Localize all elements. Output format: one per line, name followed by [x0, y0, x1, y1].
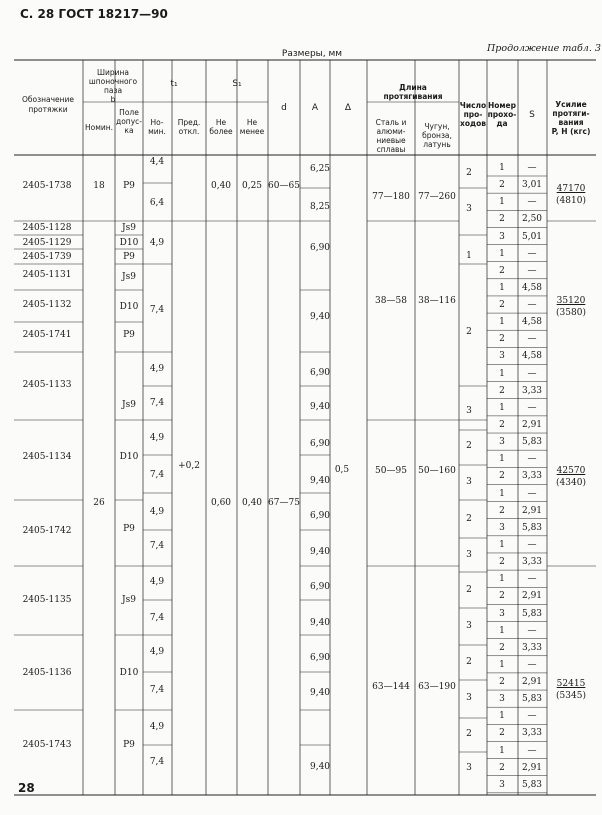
passes-cell: 3: [466, 406, 472, 416]
passes-cell: 2: [466, 514, 472, 524]
tolerance-cell: P9: [123, 252, 135, 262]
header-passes-count: ходов: [460, 119, 486, 128]
header-t1-deviation: Пред.: [177, 118, 201, 127]
t1-nominal-cell: 7,4: [149, 757, 165, 767]
header-passes-count: про-: [463, 110, 483, 119]
S-value-cell: 3,33: [521, 728, 543, 739]
t1-nominal-cell: 6,4: [149, 198, 165, 208]
header-t1-deviation: откл.: [178, 127, 200, 136]
S-value-cell: —: [527, 163, 537, 173]
S-value-cell: —: [527, 488, 537, 499]
tolerance-cell: Js9: [122, 272, 136, 282]
S-value-cell: 5,83: [521, 522, 543, 533]
d-cell: 60—65: [268, 181, 300, 191]
pass-number-cell: 1: [499, 163, 505, 173]
steel-length-cell: 63—144: [372, 682, 410, 692]
S-value-cell: —: [527, 454, 537, 465]
designation-cell: 2405-1742: [22, 526, 72, 536]
S-value-cell: 3,01: [521, 180, 543, 191]
pass-number-cell: 1: [499, 539, 505, 550]
pass-number-cell: 2: [499, 728, 505, 739]
header-pass-number: да: [496, 119, 508, 128]
passes-cell: 2: [466, 168, 472, 178]
pass-number-cell: 1: [499, 282, 505, 293]
designation-cell: 2405-1741: [22, 330, 72, 340]
force-kgf-cell: (4810): [556, 196, 586, 206]
pass-number-cell: 2: [499, 420, 505, 431]
S-value-cell: 4,58: [521, 351, 543, 362]
pass-number-cell: 1: [499, 711, 505, 722]
A-cell: 6,90: [309, 368, 331, 378]
header-cast-iron: латунь: [423, 140, 451, 149]
A-cell: 6,90: [309, 653, 331, 663]
tolerance-cell: D10: [119, 238, 139, 248]
header-steel: Сталь и: [375, 118, 407, 127]
pass-number-cell: 3: [499, 351, 505, 362]
t1-nominal-cell: 7,4: [149, 613, 165, 623]
A-cell: 9,40: [309, 688, 331, 698]
pass-number-cell: 1: [499, 574, 505, 585]
t1-nominal-cell: 4,9: [149, 238, 165, 248]
steel-length-cell: 77—180: [372, 192, 410, 202]
pass-number-cell: 2: [499, 214, 505, 225]
S-value-cell: 2,91: [521, 677, 543, 688]
pass-number-cell: 2: [499, 334, 505, 345]
pass-number-cell: 3: [499, 779, 505, 790]
cast-length-cell: 63—190: [418, 682, 456, 692]
tolerance-cell: D10: [119, 452, 139, 462]
force-kgf-cell: (4340): [556, 478, 586, 488]
designation-cell: 2405-1129: [22, 238, 72, 248]
force-kgf-cell: (3580): [556, 308, 586, 318]
designation-cell: 2405-1128: [22, 223, 72, 233]
t1-nominal-cell: 4,9: [149, 507, 165, 517]
header-t1-nominal: мин.: [148, 127, 166, 136]
A-cell: 9,40: [309, 547, 331, 557]
header-s1-min: Не: [246, 118, 258, 127]
S-value-cell: 5,83: [521, 779, 543, 790]
A-cell: 8,25: [309, 202, 331, 212]
steel-length-cell: 50—95: [375, 466, 407, 476]
pass-number-cell: 2: [499, 471, 505, 482]
steel-length-cell: 38—58: [375, 296, 407, 306]
A-cell: 6,90: [309, 582, 331, 592]
page-number: 28: [18, 781, 35, 795]
header-s1-min: менее: [239, 127, 265, 136]
width-cell: 18: [93, 181, 105, 191]
cast-length-cell: 38—116: [418, 296, 456, 306]
width-cell: 26: [93, 498, 105, 508]
force-newton-cell: 35120: [556, 296, 586, 306]
A-cell: 9,40: [309, 476, 331, 486]
header-keyway-width: шпоночного: [88, 77, 138, 86]
S-value-cell: 2,91: [521, 762, 543, 773]
S-value-cell: 3,33: [521, 642, 543, 653]
passes-cell: 2: [466, 327, 472, 337]
header-cast-iron: Чугун,: [424, 122, 450, 131]
header-tolerance-field: Поле: [119, 108, 139, 117]
delta-cell: 0,5: [334, 465, 350, 475]
pass-number-cell: 2: [499, 642, 505, 653]
S-value-cell: —: [527, 711, 537, 722]
header-S: S: [529, 110, 535, 120]
S-value-cell: —: [527, 745, 537, 756]
pass-number-cell: 1: [499, 197, 505, 208]
S-value-cell: 2,50: [521, 214, 543, 225]
header-s1-max: Не: [215, 118, 227, 127]
header-broach-length: протягивания: [383, 92, 443, 101]
S-value-cell: 5,01: [521, 231, 543, 242]
header-broach-length: Длина: [399, 83, 427, 92]
A-cell: 9,40: [309, 402, 331, 412]
pass-number-cell: 3: [499, 437, 505, 448]
designation-cell: 2405-1136: [22, 668, 72, 678]
designation-cell: 2405-1743: [22, 740, 72, 750]
pass-number-cell: 3: [499, 694, 505, 705]
header-passes-count: Число: [459, 101, 487, 110]
t1-nominal-cell: 7,4: [149, 305, 165, 315]
header-steel: ниевые: [376, 136, 406, 145]
s1-min-cell: 0,40: [241, 498, 263, 508]
passes-cell: 3: [466, 693, 472, 703]
header-designation: протяжки: [28, 105, 68, 114]
passes-cell: 3: [466, 550, 472, 560]
pass-number-cell: 2: [499, 385, 505, 396]
pass-number-cell: 1: [499, 488, 505, 499]
t1-nominal-cell: 4,9: [149, 647, 165, 657]
S-value-cell: —: [527, 197, 537, 208]
header-force: вания: [558, 118, 584, 127]
tolerance-cell: P9: [123, 181, 135, 191]
passes-cell: 3: [466, 621, 472, 631]
header-pass-number: Номер: [487, 101, 517, 110]
t1-nominal-cell: 7,4: [149, 398, 165, 408]
designation-cell: 2405-1134: [22, 452, 72, 462]
S-value-cell: —: [527, 625, 537, 636]
header-nominal: Номин.: [84, 123, 114, 132]
pass-number-cell: 1: [499, 659, 505, 670]
S-value-cell: —: [527, 402, 537, 413]
A-cell: 6,90: [309, 511, 331, 521]
dimensions-label: Размеры, мм: [281, 49, 343, 59]
S-value-cell: 5,83: [521, 694, 543, 705]
tolerance-cell: P9: [123, 330, 135, 340]
designation-cell: 2405-1132: [22, 300, 72, 310]
S-value-cell: —: [527, 659, 537, 670]
A-cell: 6,90: [309, 243, 331, 253]
header-A: A: [311, 103, 319, 113]
A-cell: 9,40: [309, 312, 331, 322]
pass-number-cell: 2: [499, 557, 505, 568]
S-value-cell: 2,91: [521, 420, 543, 431]
tolerance-cell: Js9: [122, 400, 136, 410]
passes-cell: 3: [466, 477, 472, 487]
header-t1-nominal: Но-: [150, 118, 164, 127]
pass-number-cell: 1: [499, 454, 505, 465]
header-keyway-width: Ширина: [96, 68, 130, 77]
pass-number-cell: 1: [499, 317, 505, 328]
header-steel: сплавы: [376, 145, 406, 154]
header-force: P, Н (кгс): [551, 127, 591, 136]
pass-number-cell: 2: [499, 762, 505, 773]
S-value-cell: 2,91: [521, 505, 543, 516]
header-t1: t₁: [170, 79, 178, 89]
page-header: С. 28 ГОСТ 18217—90: [20, 7, 168, 21]
pass-number-cell: 1: [499, 625, 505, 636]
d-cell: 67—75: [268, 498, 300, 508]
pass-number-cell: 1: [499, 248, 505, 259]
pass-number-cell: 2: [499, 180, 505, 191]
t1-nominal-cell: 4,9: [149, 364, 165, 374]
passes-cell: 3: [466, 204, 472, 214]
tolerance-cell: Js9: [122, 595, 136, 605]
S-value-cell: —: [527, 574, 537, 585]
S-value-cell: —: [527, 265, 537, 276]
header-keyway-width: паза: [103, 86, 123, 95]
S-value-cell: —: [527, 539, 537, 550]
passes-cell: 2: [466, 441, 472, 451]
header-designation: Обозначение: [21, 95, 75, 104]
A-cell: 6,25: [309, 164, 331, 174]
A-cell: 9,40: [309, 762, 331, 772]
header-force: протяги-: [552, 109, 590, 118]
S-value-cell: —: [527, 248, 537, 259]
S-value-cell: 3,33: [521, 557, 543, 568]
t1-nominal-cell: 7,4: [149, 685, 165, 695]
S-value-cell: —: [527, 368, 537, 379]
A-cell: 9,40: [309, 618, 331, 628]
S-value-cell: 5,83: [521, 437, 543, 448]
designation-cell: 2405-1135: [22, 595, 72, 605]
t1-nominal-cell: 4,9: [149, 722, 165, 732]
pass-number-cell: 3: [499, 522, 505, 533]
cast-length-cell: 77—260: [418, 192, 456, 202]
S-value-cell: 5,83: [521, 608, 543, 619]
tolerance-cell: D10: [119, 302, 139, 312]
header-pass-number: прохо-: [487, 110, 517, 119]
pass-number-cell: 1: [499, 745, 505, 756]
header-s1: S₁: [232, 79, 242, 89]
header-force: Усилие: [555, 100, 587, 109]
s1-max-cell: 0,40: [210, 181, 232, 191]
A-cell: 6,90: [309, 439, 331, 449]
header-steel: алюми-: [376, 127, 406, 136]
header-d: d: [281, 103, 287, 113]
header-tolerance-field: ка: [124, 126, 134, 135]
header-keyway-width: b: [110, 95, 116, 104]
designation-cell: 2405-1133: [22, 380, 72, 390]
force-newton-cell: 42570: [556, 466, 586, 476]
tolerance-cell: D10: [119, 668, 139, 678]
header-delta: Δ: [344, 103, 352, 113]
force-newton-cell: 52415: [556, 679, 586, 689]
tolerance-cell: P9: [123, 524, 135, 534]
header-cast-iron: бронза,: [422, 131, 452, 140]
cast-length-cell: 50—160: [418, 466, 456, 476]
designation-cell: 2405-1131: [22, 270, 72, 280]
pass-number-cell: 2: [499, 505, 505, 516]
pass-number-cell: 2: [499, 677, 505, 688]
pass-number-cell: 2: [499, 591, 505, 602]
pass-number-cell: 2: [499, 265, 505, 276]
passes-cell: 2: [466, 729, 472, 739]
t1-nominal-cell: 4,9: [149, 433, 165, 443]
header-tolerance-field: допус-: [116, 117, 142, 126]
passes-cell: 2: [466, 585, 472, 595]
continuation-label: Продолжение табл. 3: [487, 43, 601, 54]
t1-deviation-cell: +0,2: [178, 461, 200, 471]
pass-number-cell: 1: [499, 402, 505, 413]
S-value-cell: 4,58: [521, 317, 543, 328]
S-value-cell: 2,91: [521, 591, 543, 602]
header-s1-max: более: [209, 127, 233, 136]
t1-nominal-cell: 7,4: [149, 470, 165, 480]
pass-number-cell: 1: [499, 368, 505, 379]
S-value-cell: 4,58: [521, 282, 543, 293]
S-value-cell: —: [527, 334, 537, 345]
t1-nominal-cell: 4,4: [149, 157, 165, 167]
tolerance-cell: P9: [123, 740, 135, 750]
S-value-cell: 3,33: [521, 471, 543, 482]
S-value-cell: —: [527, 300, 537, 311]
s1-max-cell: 0,60: [210, 498, 232, 508]
S-value-cell: 3,33: [521, 385, 543, 396]
t1-nominal-cell: 4,9: [149, 577, 165, 587]
t1-nominal-cell: 7,4: [149, 541, 165, 551]
pass-number-cell: 3: [499, 608, 505, 619]
pass-number-cell: 3: [499, 231, 505, 242]
force-kgf-cell: (5345): [556, 691, 586, 701]
passes-cell: 2: [466, 657, 472, 667]
designation-cell: 2405-1739: [22, 252, 72, 262]
designation-cell: 2405-1738: [22, 181, 72, 191]
force-newton-cell: 47170: [556, 184, 586, 194]
s1-min-cell: 0,25: [241, 181, 263, 191]
passes-cell: 3: [466, 763, 472, 773]
passes-cell: 1: [466, 251, 472, 261]
pass-number-cell: 2: [499, 300, 505, 311]
tolerance-cell: Js9: [122, 223, 136, 233]
